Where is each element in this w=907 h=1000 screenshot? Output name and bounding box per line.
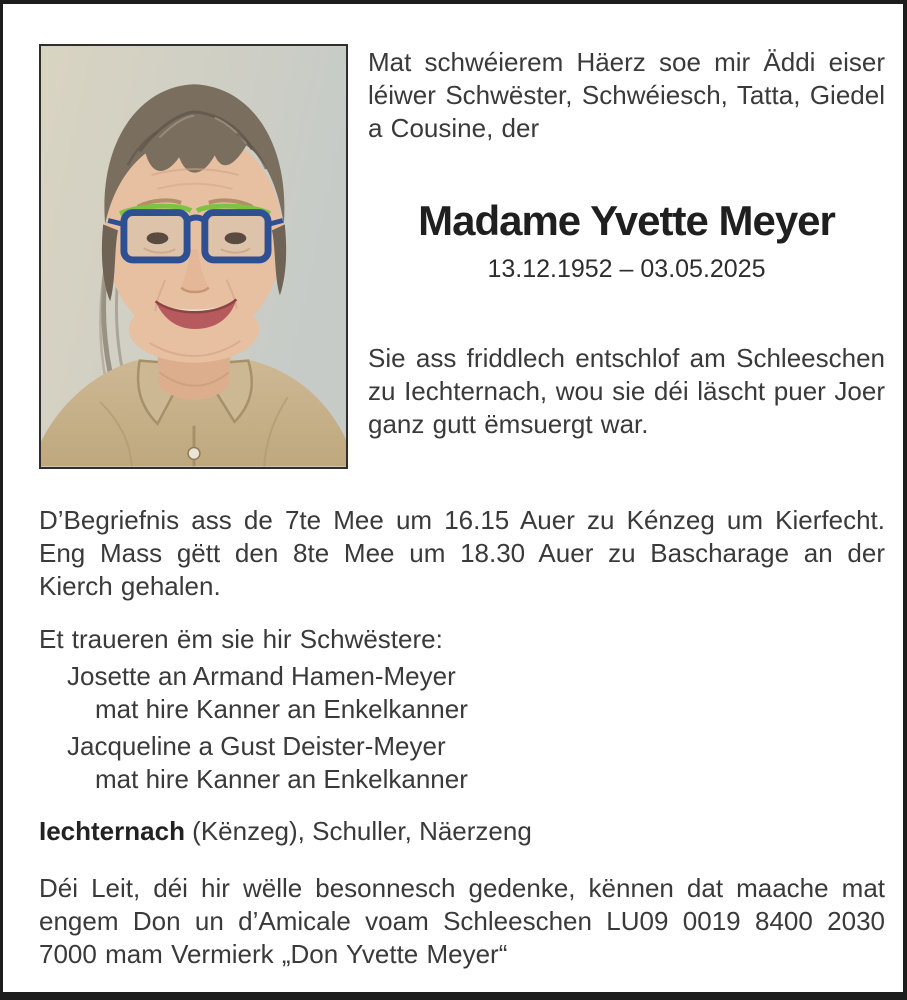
mourner-names: Jacqueline a Gust Deister-Meyer: [67, 731, 446, 761]
mourner-names: Josette an Armand Hamen-Meyer: [67, 661, 456, 691]
right-column: [368, 46, 885, 441]
death-paragraph: Sie ass friddlech entschlof am Schleeschen zu Iechternach, wou sie déi läscht puer Joer ganz gutt ëmsuergt war.: [368, 343, 885, 439]
deceased-dates: 13.12.1952 – 03.05.2025: [487, 255, 766, 283]
location-rest: (Kënzeg), Schuller, Näerzeng: [184, 816, 532, 846]
location-city: Iechternach: [39, 816, 185, 846]
deceased-name: Madame Yvette Meyer: [418, 197, 835, 244]
mourner-family: mat hire Kanner an Enkelkanner: [95, 694, 468, 724]
portrait-illustration: [41, 46, 346, 467]
mourner-family: mat hire Kanner an Enkelkanner: [95, 764, 468, 794]
donation-paragraph: Déi Leit, déi hir wëlle besonnesch gedenke, kënnen dat maache mat engem Don un d’Amicale voam Schleeschen LU09 0019 8400 2030 7000 mam Vermierk „Don Yvette Meyer“: [39, 873, 885, 969]
mourners-heading: Et traueren ëm sie hir Schwëstere:: [39, 624, 443, 654]
lower-section: [39, 504, 885, 971]
mourner-entry: [39, 730, 885, 796]
mourner-entry: [39, 660, 885, 726]
intro-paragraph: Mat schwéierem Häerz soe mir Äddi eiser léiwer Schwëster, Schwéiesch, Tatta, Giedel a Cousine, der: [368, 47, 885, 143]
location-line: [39, 815, 885, 848]
portrait-photo: [39, 44, 348, 469]
funeral-paragraph: D’Begriefnis ass de 7te Mee um 16.15 Auer zu Kénzeg um Kierfecht. Eng Mass gëtt den 8te Mee um 18.30 Auer zu Bascharage an der Kierch gehalen.: [39, 505, 885, 601]
